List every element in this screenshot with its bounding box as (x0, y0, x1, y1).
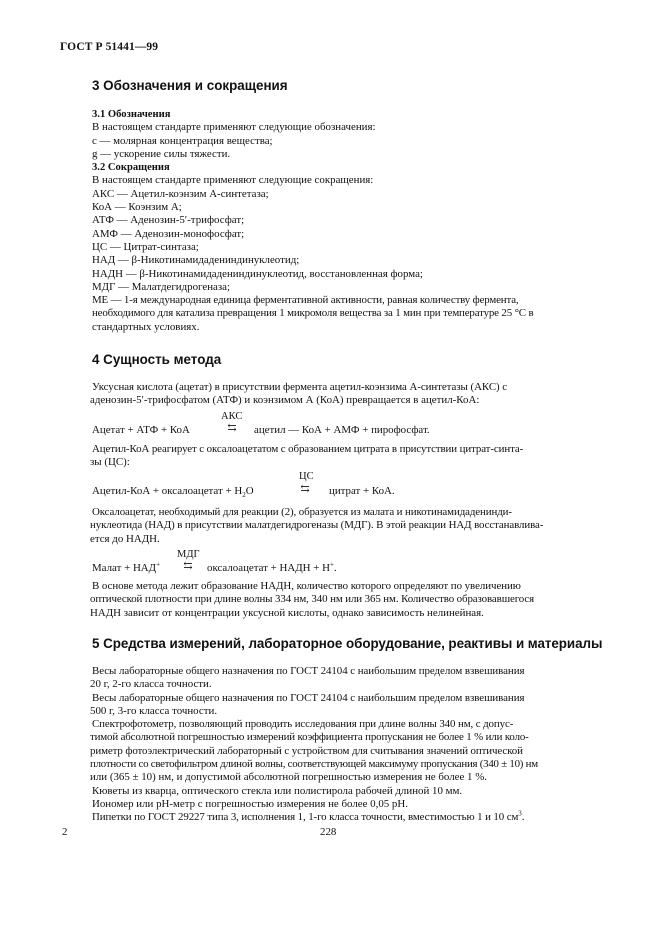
reversible-arrow-icon: ⇆ (183, 560, 193, 572)
abbreviation-item-me: стандартных условиях. (92, 320, 200, 333)
text-line: Оксалоацетат, необходимый для реакции (2), образуется из малата и никотинамидаденинди- (92, 506, 512, 518)
text-line (92, 811, 600, 824)
equation-2-left (92, 485, 254, 498)
section-4-para-4 (92, 580, 600, 620)
text-line: нуклеотида (НАД) в присутствии малатдегидрогеназы (МДГ). В этой реакции НАД восстанавлива- (90, 519, 544, 532)
text-line: Ацетил-КоА реагирует с оксалоацетатом с образованием цитрата в присутствии цитрат-синта- (92, 443, 524, 455)
abbreviation-item: НАДН — β-Никотинамидадениндинуклеотид, восстановленная форма; (92, 267, 423, 280)
subsection-3-2-heading: 3.2 Сокращения (92, 162, 170, 174)
page-number-center: 228 (320, 826, 337, 838)
section-4-para-2 (92, 443, 600, 470)
superscript: + (156, 560, 161, 569)
document-header: ГОСТ Р 51441—99 (60, 41, 159, 53)
equation-3-left (92, 562, 160, 575)
text-line: Спектрофотометр, позволяющий проводить исследования при длине волны 340 нм, с допус- (92, 718, 514, 731)
subsection-3-1-intro: В настоящем стандарте применяют следующие обозначения: (92, 121, 376, 134)
section-3-body (92, 108, 600, 334)
equation-1-right: ацетил — КоА + АМФ + пирофосфат. (254, 424, 430, 436)
equation-2-left-text: Ацетил-КоА + оксалоацетат + H (92, 485, 243, 497)
text-line: Весы лабораторные общего назначения по ГОСТ 24104 с наибольшим пределом взвешивания (92, 691, 525, 704)
equation-2-left-end: O (245, 485, 254, 497)
subsection-3-1-heading: 3.1 Обозначения (92, 109, 171, 120)
section-4-heading: 4 Сущность метода (92, 352, 222, 367)
abbreviation-item: АМФ — Аденозин-монофосфат; (92, 227, 245, 240)
text-line: Иономер или pH-метр с погрешностью измерения не более 0,05 pH. (92, 797, 408, 810)
text-line: Кюветы из кварца, оптического стекла или полистирола рабочей длиной 10 мм. (92, 784, 463, 797)
abbreviation-item: НАД — β-Никотинамидадениндинуклеотид; (92, 254, 300, 267)
equation-1-enzyme: АКС (221, 411, 243, 422)
reversible-arrow-icon: ⇆ (300, 483, 310, 495)
abbreviation-item-me: необходимого для катализа превращения 1 микромоля вещества за 1 мин при температуре 25 °С в (92, 307, 534, 320)
equation-3-enzyme: МДГ (177, 549, 200, 560)
text-line: ется до НАДН. (90, 532, 160, 545)
superscript: 3 (518, 809, 522, 818)
text-line-part: Пипетки по ГОСТ 29227 типа 3, исполнения 1, 1-го класса точности, вместимостью 1 и 10 см (92, 811, 519, 824)
text-line: плотности со светофильтром длиной волны, соответствующей максимуму пропускания (340 ± 10) нм (90, 758, 538, 771)
text-line: или (365 ± 10) нм, и допустимой абсолютной погрешностью измерения не более 1 %. (90, 771, 487, 784)
section-4-para-1 (92, 381, 600, 408)
text-line: оптической плотности при длине волны 334 нм, 340 нм или 365 нм. Количество образовавшегося (90, 593, 535, 606)
notation-item: g — ускорение силы тяжести. (92, 147, 231, 160)
text-line-end: . (521, 811, 525, 824)
equation-2-right: цитрат + КоА. (329, 485, 395, 497)
section-5-body (92, 665, 600, 825)
reversible-arrow-icon: ⇆ (227, 422, 237, 434)
text-line: 20 г, 2-го класса точности. (90, 678, 212, 691)
equation-3-right (207, 562, 337, 575)
abbreviation-item-me: МЕ — 1-я международная единица ферментативной активности, равная количеству фермента, (92, 294, 519, 307)
section-5-heading: 5 Средства измерений, лабораторное оборудование, реактивы и материалы (92, 636, 603, 651)
notation-item: c — молярная концентрация вещества; (92, 134, 273, 147)
abbreviation-item: АТФ — Аденозин-5′-трифосфат; (92, 214, 245, 227)
subsection-3-2-intro: В настоящем стандарте применяют следующие сокращения: (92, 174, 374, 187)
abbreviation-item: МДГ — Малатдегидрогеназа; (92, 280, 231, 293)
text-line: зы (ЦС): (90, 456, 130, 469)
equation-1-left: Ацетат + АТФ + КоА (92, 424, 190, 436)
abbreviation-item: ЦС — Цитрат-синтаза; (92, 240, 199, 253)
equation-3-right-text: оксалоацетат + НАДН + Н (207, 562, 331, 574)
abbreviation-item: КоА — Коэнзим А; (92, 201, 182, 214)
section-3-heading: 3 Обозначения и сокращения (92, 78, 288, 93)
superscript: + (330, 560, 334, 569)
text-line: Уксусная кислота (ацетат) в присутствии фермента ацетил-коэнзима А-синтетазы (АКС) с (92, 381, 508, 393)
text-line: НАДН зависит от концентрации уксусной кислоты, однако зависимость нелинейная. (90, 606, 484, 619)
text-line: 500 г, 3-го класса точности. (90, 704, 218, 717)
text-line: В основе метода лежит образование НАДН, количество которого определяют по увеличению (92, 580, 521, 592)
abbreviation-item: АКС — Ацетил-коэнзим А-синтетаза; (92, 187, 269, 200)
equation-3-left-text: Малат + НАД (92, 562, 157, 574)
section-4-para-3 (92, 506, 600, 546)
page-number-left: 2 (62, 826, 68, 838)
equation-3-right-end: . (333, 562, 337, 574)
equation-2-enzyme: ЦС (299, 471, 314, 482)
text-line: риметр фотоэлектрический лабораторный с устройством для считывания значений оптической (90, 744, 523, 757)
subscript: 2 (242, 491, 246, 500)
text-line: Весы лабораторные общего назначения по ГОСТ 24104 с наибольшим пределом взвешивания (92, 665, 525, 677)
text-line: тимой абсолютной погрешностью измерений коэффициента пропускания не более 1 % или коло- (90, 731, 529, 744)
text-line: аденозин-5′-трифосфатом (АТФ) и коэнзимом А (КоА) превращается в ацетил-КоА: (90, 394, 480, 407)
